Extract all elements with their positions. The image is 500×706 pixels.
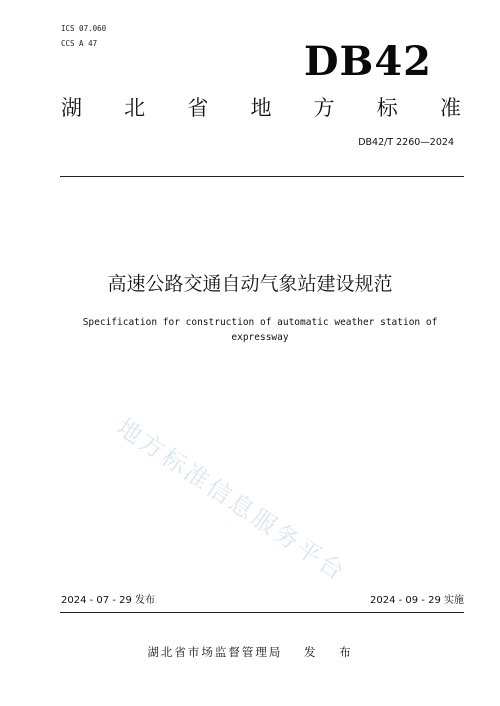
standard-type-char: 地: [250, 96, 272, 120]
watermark: 地方标准信息服务平台: [111, 412, 352, 588]
standard-type-char: 湖: [61, 96, 82, 120]
issuing-authority: 湖北省市场监督管理局 发 布: [147, 645, 353, 659]
standard-type-heading: [61, 94, 461, 122]
title-en-line: Specification for construction of automatic weather station of: [82, 317, 438, 328]
top-divider: [60, 176, 464, 177]
ics-number: ICS 07.060: [61, 24, 107, 33]
standard-type-char: 省: [187, 96, 209, 120]
standard-type-char: 北: [124, 96, 146, 120]
standard-number: DB42/T 2260—2024: [358, 137, 454, 148]
standard-type-char: 标: [376, 96, 398, 120]
document-title-en: [70, 315, 450, 345]
issue-date: 2024 - 07 - 29 发布: [61, 595, 156, 606]
bottom-divider: [60, 612, 464, 613]
standard-type-char: 方: [313, 96, 335, 120]
standard-code-logo: DB42: [303, 38, 432, 85]
standard-type-char: 准: [439, 96, 461, 120]
document-title-zh: 高速公路交通自动气象站建设规范: [107, 273, 393, 295]
implementation-date: 2024 - 09 - 29 实施: [369, 595, 464, 606]
title-en-line: expressway: [231, 332, 289, 343]
ccs-number: CCS A 47: [61, 39, 98, 48]
